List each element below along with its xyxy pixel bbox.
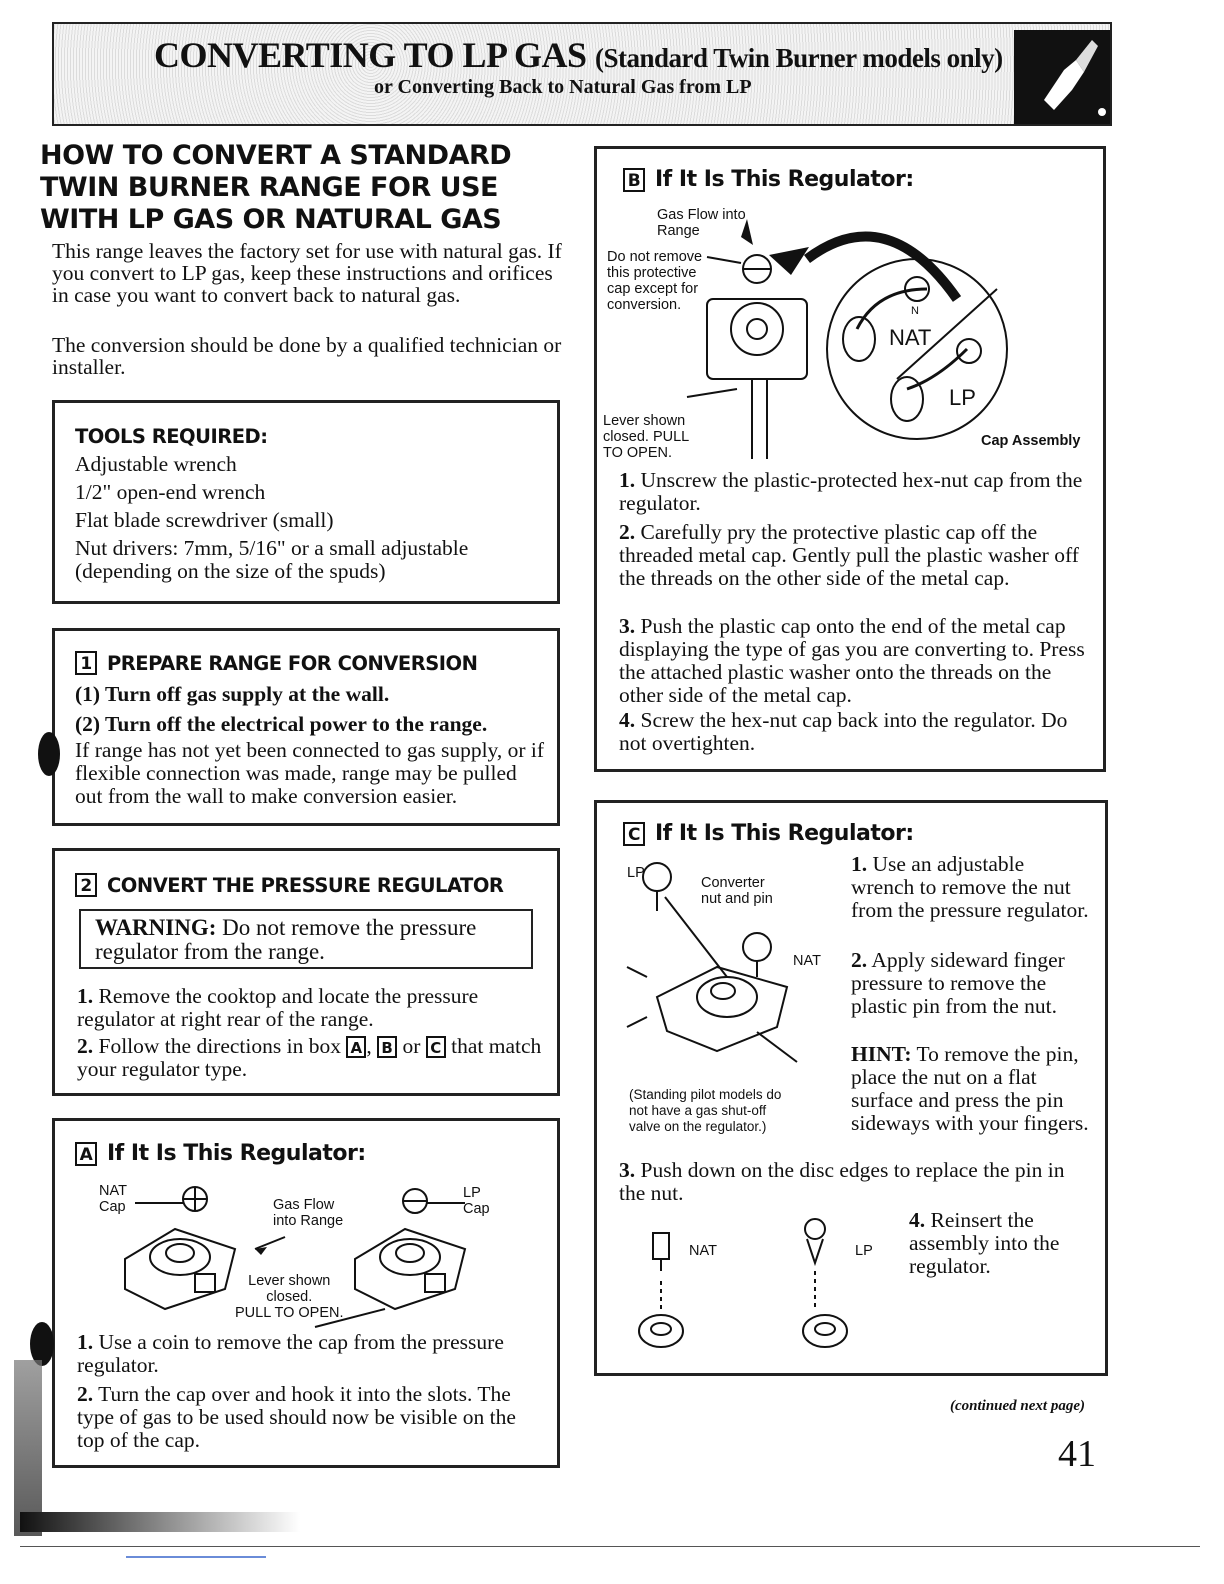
regulator-a-title-text: If It Is This Regulator: xyxy=(107,1141,366,1166)
warning-box xyxy=(79,909,533,969)
regulator-c-step xyxy=(851,949,1091,1018)
badge-b: B xyxy=(377,1036,397,1058)
step-badge: 2 xyxy=(75,873,97,897)
regulator-b-step xyxy=(619,469,1089,515)
step-text: Screw the hex-nut cap back into the regulator. Do not overtighten. xyxy=(619,708,1068,755)
regulator-a-step xyxy=(77,1383,547,1452)
label-nat: NAT xyxy=(689,1243,717,1259)
separator: , xyxy=(366,1034,372,1058)
step-text: Carefully pry the protective plastic cap off the threaded metal cap. Gently pull the plastic washer off the threads on the other side of the metal cap. xyxy=(619,520,1079,590)
regulator-c-step xyxy=(909,1209,1099,1278)
regulator-a-title xyxy=(75,1141,366,1166)
step-text: Reinsert the assembly into the regulator. xyxy=(909,1208,1060,1278)
binder-hole xyxy=(38,732,60,776)
section-title: HOW TO CONVERT A STANDARD TWIN BURNER RANGE FOR USE WITH LP GAS OR NATURAL GAS xyxy=(40,140,512,235)
intro-paragraph: The conversion should be done by a qualified technician or installer. xyxy=(52,333,562,379)
pin-nut-icon xyxy=(617,1211,887,1361)
header-banner xyxy=(52,22,1112,126)
regulator-c-hint xyxy=(851,1043,1091,1135)
tool-item: Adjustable wrench xyxy=(75,452,237,476)
convert-step xyxy=(77,985,547,1031)
step-number: 4. xyxy=(909,1208,926,1232)
title-paren: (Standard Twin Burner models only) xyxy=(595,43,1003,73)
step-badge: B xyxy=(623,168,645,192)
label-nat: NAT xyxy=(793,953,821,969)
tool-item: Flat blade screwdriver (small) xyxy=(75,508,334,532)
step-text: Remove the cooktop and locate the pressure regulator at right rear of the range. xyxy=(77,984,479,1031)
step-number: 1. xyxy=(77,1330,94,1354)
page-subtitle: or Converting Back to Natural Gas from LP xyxy=(374,76,752,98)
bottom-link-bar xyxy=(126,1556,266,1558)
label-gas-flow: Gas Flow into Range xyxy=(273,1197,344,1229)
warning-text xyxy=(95,916,525,964)
step-number: 1. xyxy=(77,984,94,1008)
step-text: Apply sideward finger pressure to remove the plastic pin from the nut. xyxy=(851,948,1065,1018)
step-number: 1. xyxy=(851,852,868,876)
label-nat: NAT xyxy=(889,325,932,350)
tool-item: Nut drivers: 7mm, 5/16" or a small adjustable (depending on the size of the spuds) xyxy=(75,536,469,583)
hint-text: To remove the pin, place the nut on a flat surface and press the pin sideways with your fingers. xyxy=(851,1042,1089,1135)
convert-regulator-box xyxy=(52,848,560,1096)
regulator-c-title-text: If It Is This Regulator: xyxy=(655,821,914,846)
hand-icon xyxy=(1014,30,1110,124)
step-number: 4. xyxy=(619,708,636,732)
label-nat-cap: NAT Cap xyxy=(99,1183,127,1215)
separator: or xyxy=(402,1034,421,1058)
label-lever: Lever shown closed. PULL TO OPEN. xyxy=(235,1273,344,1321)
step-number: 2. xyxy=(77,1034,94,1058)
step-text: Follow the directions in box xyxy=(98,1034,341,1058)
convert-step xyxy=(77,1035,547,1081)
tools-required-box xyxy=(52,400,560,604)
label-standing-pilot: (Standing pilot models do not have a gas shut-off valve on the regulator.) xyxy=(629,1087,782,1134)
badge-c: C xyxy=(426,1036,446,1058)
tools-title: TOOLS REQUIRED: xyxy=(75,425,268,448)
tool-item: 1/2" open-end wrench xyxy=(75,480,266,504)
regulator-b-title-text: If It Is This Regulator: xyxy=(655,167,914,192)
regulator-c-step xyxy=(851,853,1091,922)
regulator-c-step xyxy=(619,1159,1089,1205)
badge-a: A xyxy=(346,1036,366,1058)
prepare-title xyxy=(75,651,477,675)
step-text: Turn the cap over and hook it into the slots. The type of gas to be used should now be visible on the top of the cap. xyxy=(77,1382,516,1452)
step-text: Unscrew the plastic-protected hex-nut cap from the regulator. xyxy=(619,468,1083,515)
prepare-note: If range has not yet been connected to gas supply, or if flexible connection was made, range may be pulled out from the wall to make conversion easier. xyxy=(75,738,545,808)
continued-note: (continued next page) xyxy=(950,1398,1085,1414)
regulator-b-title xyxy=(623,167,914,192)
title-main: CONVERTING TO LP GAS xyxy=(154,35,587,75)
regulator-a-box xyxy=(52,1118,560,1468)
prepare-range-box xyxy=(52,628,560,826)
warning-label: WARNING: xyxy=(95,915,217,940)
warning-body: Do not remove the pressure regulator from the range. xyxy=(95,915,477,964)
step-text: Push down on the disc edges to replace the pin in the nut. xyxy=(619,1158,1065,1205)
pin-nut-illustration xyxy=(617,1211,887,1361)
scan-edge-shadow xyxy=(20,1512,300,1532)
label-protective-cap: Do not remove this protective cap except for conversion. xyxy=(607,249,703,313)
regulator-c-title xyxy=(623,821,914,846)
regulator-b-step xyxy=(619,615,1089,707)
page-number: 41 xyxy=(1058,1433,1096,1475)
regulator-b-step xyxy=(619,521,1089,590)
step-text: that match your regulator type. xyxy=(77,1034,542,1081)
label-gas-flow: Gas Flow into Range xyxy=(657,207,746,239)
hint-label: HINT: xyxy=(851,1042,912,1066)
label-lp: LP xyxy=(855,1243,873,1259)
step-badge: 1 xyxy=(75,651,97,675)
label-converter: Converter nut and pin xyxy=(701,875,773,907)
step-text: Use an adjustable wrench to remove the nut from the pressure regulator. xyxy=(851,852,1089,922)
convert-title xyxy=(75,873,503,897)
page-title xyxy=(154,34,1003,76)
label-lever: Lever shown closed. PULL TO OPEN. xyxy=(603,413,690,461)
prepare-step: (2) Turn off the electrical power to the range. xyxy=(75,712,488,736)
regulator-b-box xyxy=(594,146,1106,772)
intro-paragraph: This range leaves the factory set for use with natural gas. If you convert to LP gas, keep these instructions and orifices in case you want to convert back to natural gas. xyxy=(52,239,562,307)
prepare-title-text: PREPARE RANGE FOR CONVERSION xyxy=(107,651,478,675)
convert-title-text: CONVERT THE PRESSURE REGULATOR xyxy=(107,873,504,897)
step-text: Push the plastic cap onto the end of the metal cap displaying the type of gas you are converting to. Press the attached plastic washer onto the threads on the other side of the metal cap. xyxy=(619,614,1085,707)
label-lp: LP xyxy=(627,865,645,881)
step-number: 2. xyxy=(77,1382,94,1406)
step-badge: C xyxy=(623,822,645,846)
label-lp: LP xyxy=(949,385,976,410)
step-badge: A xyxy=(75,1142,97,1166)
label-lp-cap: LP Cap xyxy=(463,1185,490,1217)
regulator-a-step xyxy=(77,1331,537,1377)
prepare-step: (1) Turn off gas supply at the wall. xyxy=(75,682,390,706)
scan-edge-shadow xyxy=(14,1360,42,1536)
step-number: 3. xyxy=(619,1158,636,1182)
label-n: N xyxy=(911,305,919,317)
step-number: 3. xyxy=(619,614,636,638)
step-number: 2. xyxy=(619,520,636,544)
regulator-b-step xyxy=(619,709,1089,755)
step-number: 2. xyxy=(851,948,868,972)
bottom-divider xyxy=(20,1546,1200,1547)
step-number: 1. xyxy=(619,468,636,492)
regulator-c-box xyxy=(594,800,1108,1376)
step-text: Use a coin to remove the cap from the pressure regulator. xyxy=(77,1330,504,1377)
label-cap-assembly: Cap Assembly xyxy=(981,433,1081,449)
